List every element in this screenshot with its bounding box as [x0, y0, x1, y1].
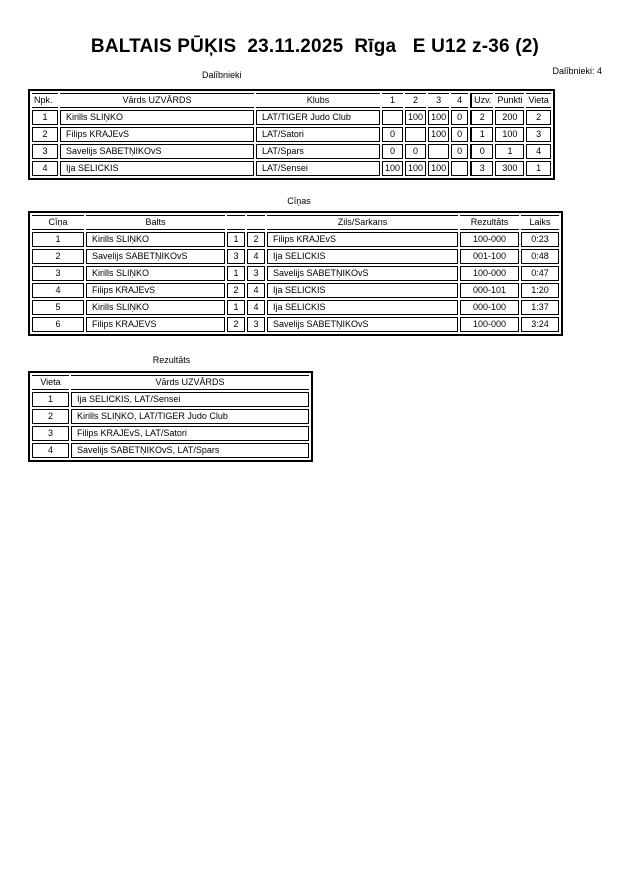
result-row [32, 409, 309, 424]
header-white-no [227, 215, 245, 230]
blue-no-cell: 2 [247, 232, 265, 247]
result-row [32, 392, 309, 407]
fight-row [32, 266, 559, 281]
time-cell: 0:48 [521, 249, 559, 264]
blue-no-cell: 3 [247, 317, 265, 332]
club-cell: LAT/Satori [256, 127, 380, 142]
participant-row [32, 144, 551, 159]
header-round-3: 3 [428, 93, 449, 108]
participants-section-label: Dalībnieki [202, 70, 242, 80]
result-cell: 100-000 [460, 266, 519, 281]
round-cell: 100 [428, 110, 449, 125]
wins-cell: 3 [470, 161, 493, 176]
wins-cell: 2 [470, 110, 493, 125]
npk-cell: 3 [32, 144, 58, 159]
place-cell: 1 [526, 161, 550, 176]
header-points: Punkti [495, 93, 524, 108]
club-cell: LAT/Spars [256, 144, 380, 159]
club-cell: LAT/Sensei [256, 161, 380, 176]
result-row [32, 426, 309, 441]
header-place: Vieta [526, 93, 550, 108]
fights-header-row [32, 215, 559, 230]
name-club-cell: Ija SELICKIS, LAT/Sensei [71, 392, 309, 407]
white-no-cell: 2 [227, 283, 245, 298]
place-cell: 2 [526, 110, 550, 125]
wins-cell: 1 [470, 127, 493, 142]
white-no-cell: 2 [227, 317, 245, 332]
blue-no-cell: 3 [247, 266, 265, 281]
page-title: BALTAIS PŪĶIS 23.11.2025 Rīga E U12 z-36 (2) [90, 36, 540, 57]
blue-name-cell: Ija SELICKIS [267, 249, 458, 264]
fight-no-cell: 2 [32, 249, 84, 264]
round-cell: 0 [451, 144, 468, 159]
fight-row [32, 249, 559, 264]
header-wins: Uzv. [470, 93, 493, 108]
name-cell: Ija SELICKIS [60, 161, 254, 176]
round-cell [405, 127, 426, 142]
round-cell: 100 [405, 110, 426, 125]
white-no-cell: 1 [227, 266, 245, 281]
blue-name-cell: Filips KRAJEvS [267, 232, 458, 247]
header-result: Rezultāts [460, 215, 519, 230]
name-club-cell: Filips KRAJEvS, LAT/Satori [71, 426, 309, 441]
white-no-cell: 3 [227, 249, 245, 264]
round-cell [451, 161, 468, 176]
participants-count-label: Dalībnieki: 4 [552, 66, 602, 76]
participant-row [32, 127, 551, 142]
header-round-4: 4 [451, 93, 468, 108]
white-name-cell: Savelijs SABETŅIKOvS [86, 249, 225, 264]
time-cell: 1:20 [521, 283, 559, 298]
header-blue-no [247, 215, 265, 230]
white-name-cell: Filips KRAJEVS [86, 317, 225, 332]
npk-cell: 2 [32, 127, 58, 142]
result-cell: 100-000 [460, 317, 519, 332]
fight-row [32, 300, 559, 315]
header-round-2: 2 [405, 93, 426, 108]
result-cell: 100-000 [460, 232, 519, 247]
header-white: Balts [86, 215, 225, 230]
participant-row [32, 110, 551, 125]
blue-name-cell: Savelijs SABETŅIKOvS [267, 266, 458, 281]
results-table [28, 371, 313, 462]
header-place: Vieta [32, 375, 69, 390]
participants-table [28, 89, 555, 180]
fight-row [32, 317, 559, 332]
points-cell: 200 [495, 110, 524, 125]
fight-no-cell: 1 [32, 232, 84, 247]
blue-no-cell: 4 [247, 283, 265, 298]
fight-row [32, 283, 559, 298]
result-cell: 001-100 [460, 249, 519, 264]
name-cell: Savelijs SABETŅIKOvS [60, 144, 254, 159]
place-cell: 3 [526, 127, 550, 142]
header-fight: Cīņa [32, 215, 84, 230]
fight-no-cell: 5 [32, 300, 84, 315]
header-name: Vārds UZVĀRDS [71, 375, 309, 390]
fight-no-cell: 4 [32, 283, 84, 298]
time-cell: 0:47 [521, 266, 559, 281]
result-cell: 000-101 [460, 283, 519, 298]
round-cell: 0 [382, 144, 403, 159]
npk-cell: 1 [32, 110, 58, 125]
points-cell: 100 [495, 127, 524, 142]
round-cell: 100 [428, 161, 449, 176]
blue-no-cell: 4 [247, 249, 265, 264]
round-cell [428, 144, 449, 159]
time-cell: 3:24 [521, 317, 559, 332]
round-cell: 0 [382, 127, 403, 142]
round-cell [382, 110, 403, 125]
points-cell: 300 [495, 161, 524, 176]
place-cell: 2 [32, 409, 69, 424]
header-club: Klubs [256, 93, 380, 108]
header-round-1: 1 [382, 93, 403, 108]
fight-no-cell: 6 [32, 317, 84, 332]
white-no-cell: 1 [227, 232, 245, 247]
results-header-row [32, 375, 309, 390]
fights-table [28, 211, 563, 336]
blue-name-cell: Savelijs SABETŅIKOvS [267, 317, 458, 332]
blue-no-cell: 4 [247, 300, 265, 315]
wins-cell: 0 [470, 144, 493, 159]
name-club-cell: Savelijs SABETŅIKOvS, LAT/Spars [71, 443, 309, 458]
place-cell: 4 [32, 443, 69, 458]
club-cell: LAT/TIGER Judo Club [256, 110, 380, 125]
name-club-cell: Kirills SLIŅKO, LAT/TIGER Judo Club [71, 409, 309, 424]
round-cell: 100 [382, 161, 403, 176]
name-cell: Kirills SLIŅKO [60, 110, 254, 125]
round-cell: 0 [451, 127, 468, 142]
header-blue: Zils/Sarkans [267, 215, 458, 230]
fight-row [32, 232, 559, 247]
place-cell: 4 [526, 144, 550, 159]
results-section-label: Rezultāts [152, 355, 191, 365]
npk-cell: 4 [32, 161, 58, 176]
fights-section-label: Cīņas [287, 196, 311, 206]
header-name: Vārds UZVĀRDS [60, 93, 254, 108]
header-npk: Npk. [32, 93, 58, 108]
round-cell: 100 [405, 161, 426, 176]
blue-name-cell: Ija SELICKIS [267, 300, 458, 315]
result-cell: 000-100 [460, 300, 519, 315]
round-cell: 0 [451, 110, 468, 125]
place-cell: 3 [32, 426, 69, 441]
white-name-cell: Filips KRAJEvS [86, 283, 225, 298]
participant-row [32, 161, 551, 176]
white-name-cell: Kirills SLIŅKO [86, 300, 225, 315]
white-no-cell: 1 [227, 300, 245, 315]
round-cell: 0 [405, 144, 426, 159]
place-cell: 1 [32, 392, 69, 407]
round-cell: 100 [428, 127, 449, 142]
white-name-cell: Kirills SLIŅKO [86, 266, 225, 281]
fight-no-cell: 3 [32, 266, 84, 281]
blue-name-cell: Ija SELICKIS [267, 283, 458, 298]
white-name-cell: Kirills SLIŅKO [86, 232, 225, 247]
time-cell: 1:37 [521, 300, 559, 315]
time-cell: 0:23 [521, 232, 559, 247]
result-row [32, 443, 309, 458]
participants-header-row [32, 93, 551, 108]
name-cell: Filips KRAJEvS [60, 127, 254, 142]
header-time: Laiks [521, 215, 559, 230]
points-cell: 1 [495, 144, 524, 159]
